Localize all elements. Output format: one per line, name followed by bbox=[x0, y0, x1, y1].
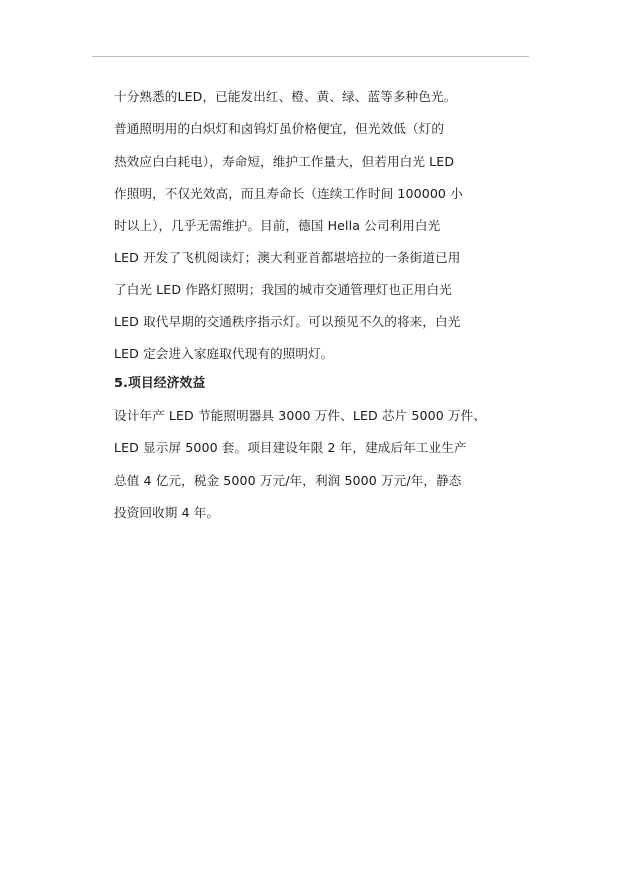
header-divider bbox=[92, 56, 529, 57]
section-heading: 5.项目经济效益 bbox=[114, 376, 206, 391]
text-line: 时以上），几乎无需维护。目前，德国 Hella 公司利用白光 bbox=[114, 218, 441, 233]
text-line: LED 显示屏 5000 套。项目建设年限 2 年，建成后年工业生产 bbox=[114, 440, 467, 455]
text-line: 普通照明用的白炽灯和卤钨灯虽价格便宜，但光效低（灯的 bbox=[114, 121, 445, 136]
text-line: 热效应白白耗电），寿命短，维护工作量大，但若用白光 LED bbox=[114, 154, 455, 169]
text-line: 作照明，不仅光效高，而且寿命长（连续工作时间 100000 小 bbox=[114, 186, 463, 201]
text-line: 设计年产 LED 节能照明器具 3000 万件、LED 芯片 5000 万件、 bbox=[114, 408, 487, 423]
text-line: 投资回收期 4 年。 bbox=[114, 505, 220, 520]
text-line: LED 开发了飞机阅读灯；澳大利亚首都堪培拉的一条街道已用 bbox=[114, 250, 461, 265]
text-line: LED 取代早期的交通秩序指示灯。可以预见不久的将来，白光 bbox=[114, 314, 461, 329]
text-line: LED 定会进入家庭取代现有的照明灯。 bbox=[114, 346, 334, 361]
text-line: 十分熟悉的LED，已能发出红、橙、黄、绿、蓝等多种色光。 bbox=[114, 89, 457, 104]
text-line: 了白光 LED 作路灯照明；我国的城市交通管理灯也正用白光 bbox=[114, 282, 452, 297]
text-line: 总值 4 亿元，税金 5000 万元/年，利润 5000 万元/年，静态 bbox=[114, 473, 462, 488]
